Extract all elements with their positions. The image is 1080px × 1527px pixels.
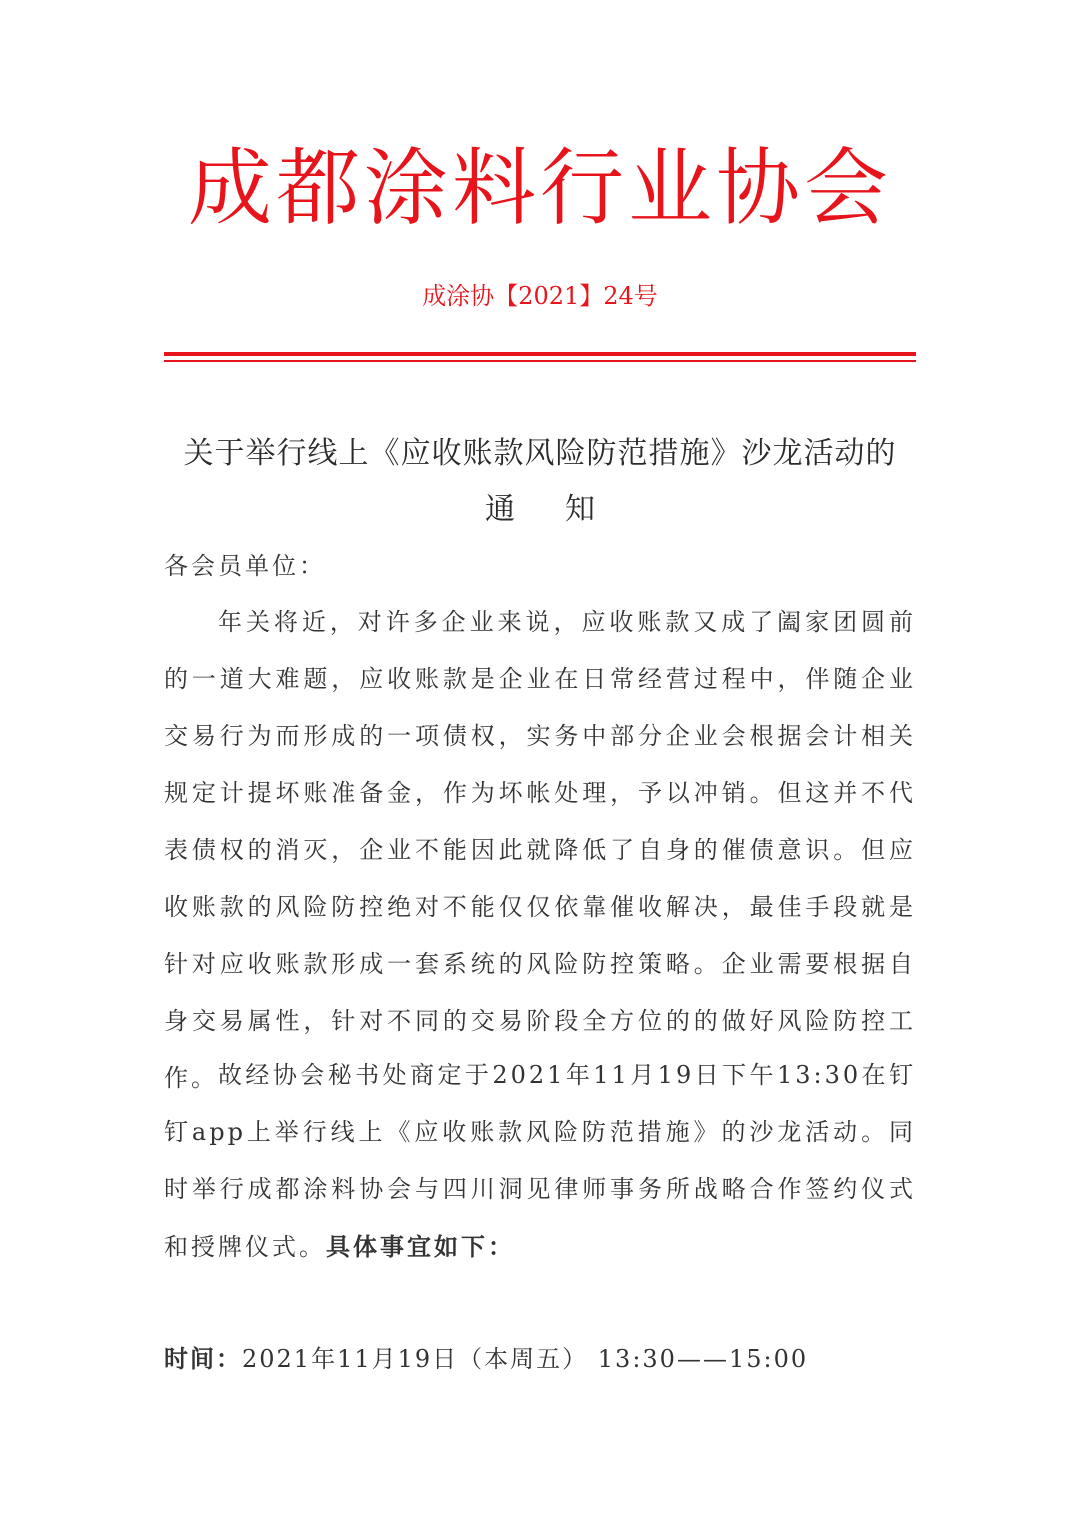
organization-title: 成都涂料行业协会 xyxy=(187,139,892,237)
event-time xyxy=(164,1330,916,1388)
header-divider-thick xyxy=(164,352,916,356)
paragraph-1: 年关将近，对许多企业来说，应收账款又成了阖家团圆前的一道大难题，应收账款是企业在日常经营过程中，伴随企业交易行为而形成的一项债权，实务中部分企业会根据会计相关规定计提坏账准备金，作为坏帐处理，予以冲销。但这并不代表债权的消灭，企业不能因此就降低了自身的催债意识。但应收账款的风险防控绝对不能仅仅依靠催收解决，最佳手段就是针对应收账款形成一套系统的风险防控策略。企业需要根据自身交易属性，针对不同的交易阶段全方位的的做好风险防控工作。 xyxy=(164,608,916,1092)
document-number: 成涂协【2021】24号 xyxy=(422,282,658,310)
salutation: 各会员单位： xyxy=(164,552,326,580)
paragraph-2-bold: 具体事宜如下： xyxy=(326,1232,515,1261)
document-heading-line1: 关于举行线上《应收账款风险防范措施》沙龙活动的 xyxy=(183,436,897,471)
header-divider-thin xyxy=(164,360,916,362)
paragraph-2-main: 故经协会秘书处商定于2021年11月19日下午13:30在钉钉app上举行线上《应收账款风险防范措施》的沙龙活动。同时举行成都涂料协会与四川洞见律师事务所战略合作签约仪式和授牌仪式。 xyxy=(164,1061,916,1261)
paragraph-2 xyxy=(164,1047,916,1276)
document-heading-line2: 通知 xyxy=(485,492,645,527)
event-time-value: 2021年11月19日（本周五） 13:30——15:00 xyxy=(242,1345,809,1373)
event-time-label: 时间： xyxy=(164,1344,242,1373)
